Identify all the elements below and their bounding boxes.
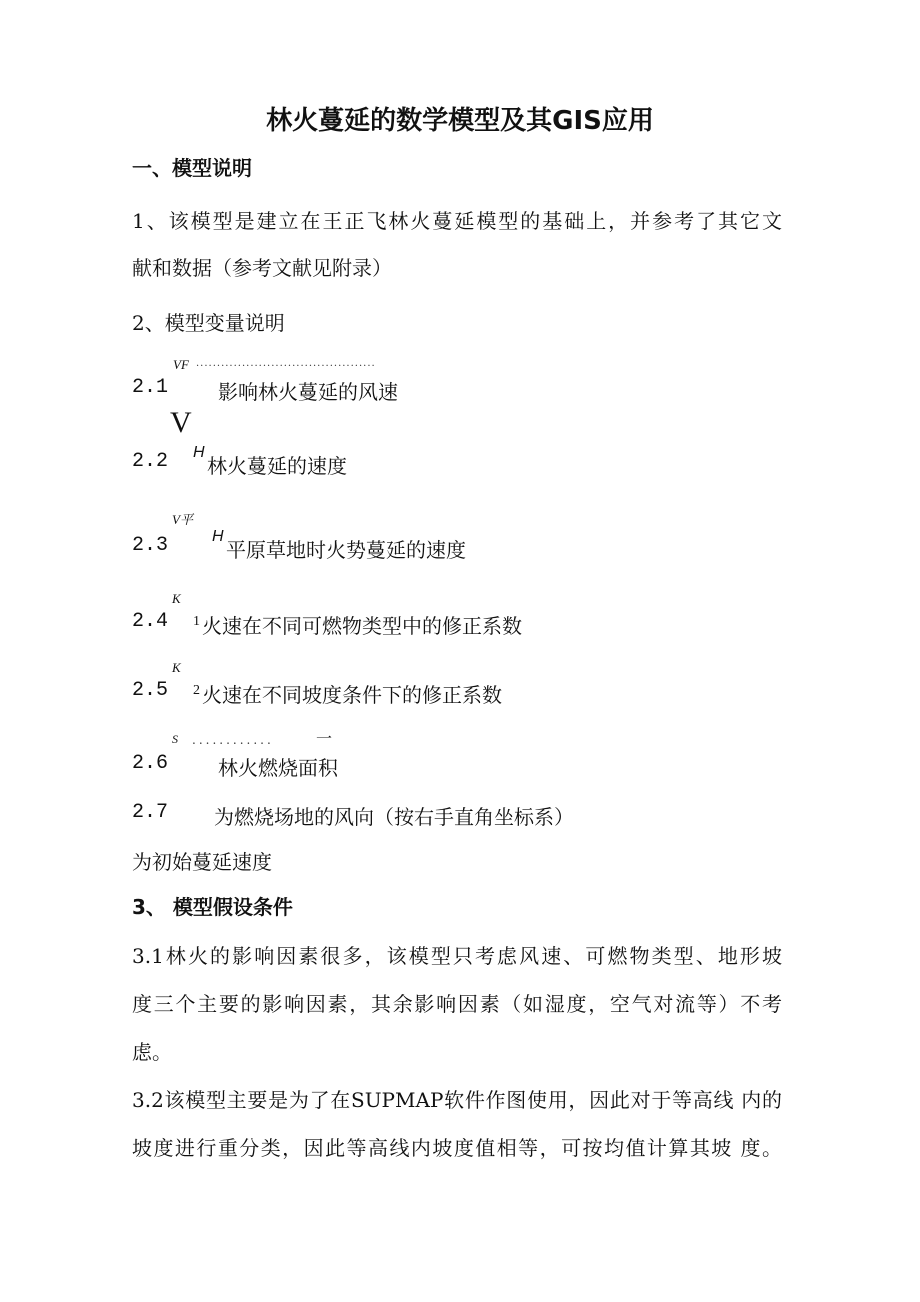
var-symbol: K xyxy=(172,591,181,606)
para-1-line-2: 献和数据（参考文献见附录） xyxy=(132,256,392,280)
section-2-label: 2、模型变量说明 xyxy=(132,311,285,335)
var-symbol: K xyxy=(172,660,181,675)
section-3-heading: 3、 模型假设条件 xyxy=(132,895,293,919)
leader-dots: ........................................... xyxy=(196,358,376,369)
var-number: 2.5 xyxy=(132,679,169,702)
section-1-heading: 一、模型说明 xyxy=(132,156,252,180)
var-subscript: 1 xyxy=(193,614,200,629)
para-1-line-1: 1、该模型是建立在王正飞林火蔓延模型的基础上，并参考了其它文 xyxy=(132,209,782,233)
var-number: 2.4 xyxy=(132,610,169,633)
var-description: 影响林火蔓延的风速 xyxy=(218,380,398,404)
var-number: 2.6 xyxy=(132,752,169,775)
var-symbol: V平 xyxy=(172,512,193,527)
var-symbol-h: H xyxy=(212,528,224,545)
var-description: 火速在不同可燃物类型中的修正系数 xyxy=(202,614,522,638)
var-description: 林火燃烧面积 xyxy=(218,756,338,780)
var-symbol-large: V xyxy=(170,406,192,439)
var-subscript: 2 xyxy=(193,683,200,698)
var-number: 2.2 xyxy=(132,450,169,473)
var-description: 为燃烧场地的风向（按右手直角坐标系） xyxy=(214,805,574,829)
para-3-2-line-2: 坡度进行重分类，因此等高线内坡度值相等，可按均值计算其坡 度。 xyxy=(132,1136,782,1160)
var-symbol: S xyxy=(172,732,178,746)
para-3-1-line-3: 虑。 xyxy=(132,1040,172,1064)
para-3-2-line-1: 3.2该模型主要是为了在SUPMAP软件作图使用，因此对于等高线 内的 xyxy=(132,1088,782,1112)
document-title: 林火蔓延的数学模型及其GIS应用 xyxy=(266,106,654,136)
para-3-1-line-1: 3.1林火的影响因素很多，该模型只考虑风速、可燃物类型、地形坡 xyxy=(132,944,782,968)
var-description: 火速在不同坡度条件下的修正系数 xyxy=(202,683,502,707)
var-number: 2.1 xyxy=(132,376,169,399)
initial-speed-line: 为初始蔓延速度 xyxy=(132,850,272,874)
var-description: 平原草地时火势蔓延的速度 xyxy=(226,538,466,562)
para-3-1-line-2: 度三个主要的影响因素，其余影响因素（如湿度，空气对流等）不考 xyxy=(132,992,782,1016)
var-number: 2.7 xyxy=(132,801,169,824)
var-symbol: VF xyxy=(173,357,189,372)
var-symbol: H xyxy=(193,444,205,461)
var-number: 2.3 xyxy=(132,534,169,557)
leader-dots: ............ xyxy=(192,733,274,747)
dash-mark: 一 xyxy=(316,729,333,748)
var-description: 林火蔓延的速度 xyxy=(207,454,347,478)
